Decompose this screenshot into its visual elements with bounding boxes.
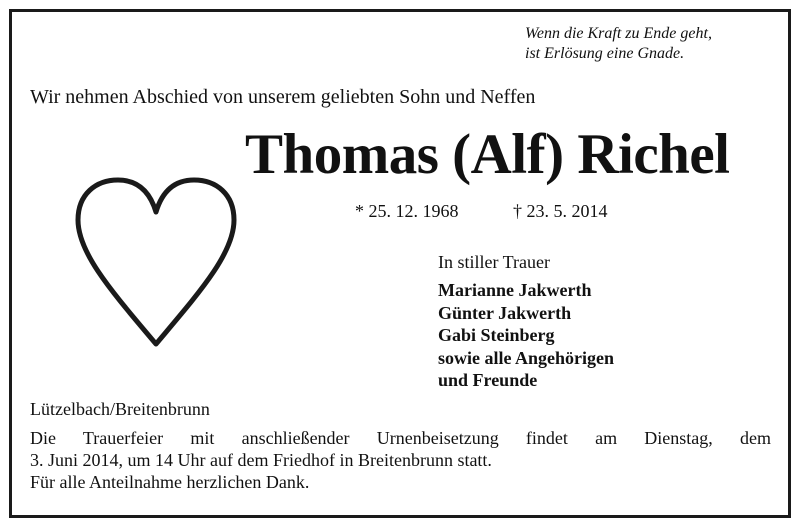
location: Lützelbach/Breitenbrunn xyxy=(30,399,210,419)
mourner-name: Günter Jakwerth xyxy=(438,302,572,323)
mourner-name: sowie alle Angehörigen xyxy=(438,347,614,368)
death-date: † 23. 5. 2014 xyxy=(513,201,608,221)
motto xyxy=(525,24,712,64)
heart-icon xyxy=(74,176,238,350)
motto-line-1: Wenn die Kraft zu Ende geht, xyxy=(525,25,712,42)
thanks-line: Für alle Anteilnahme herzlichen Dank. xyxy=(30,472,310,492)
motto-line-2: ist Erlösung eine Gnade. xyxy=(525,45,685,62)
mourning-heading: In stiller Trauer xyxy=(438,252,550,272)
mourner-name: Marianne Jakwerth xyxy=(438,280,592,300)
intro-text: Wir nehmen Abschied von unserem geliebten Sohn und Neffen xyxy=(30,86,536,108)
funeral-info xyxy=(30,427,771,493)
mourners-list xyxy=(438,279,614,392)
mourner-name: und Freunde xyxy=(438,370,538,390)
deceased-name: Thomas (Alf) Richel xyxy=(245,123,730,186)
funeral-line-2: 3. Juni 2014, um 14 Uhr auf dem Friedhof in Breitenbrunn statt. xyxy=(30,450,492,470)
funeral-line-1: Die Trauerfeier mit anschließender Urnenbeisetzung findet am Dienstag, dem xyxy=(30,428,771,448)
mourner-name: Gabi Steinberg xyxy=(438,325,555,345)
birth-date: * 25. 12. 1968 xyxy=(355,201,459,221)
